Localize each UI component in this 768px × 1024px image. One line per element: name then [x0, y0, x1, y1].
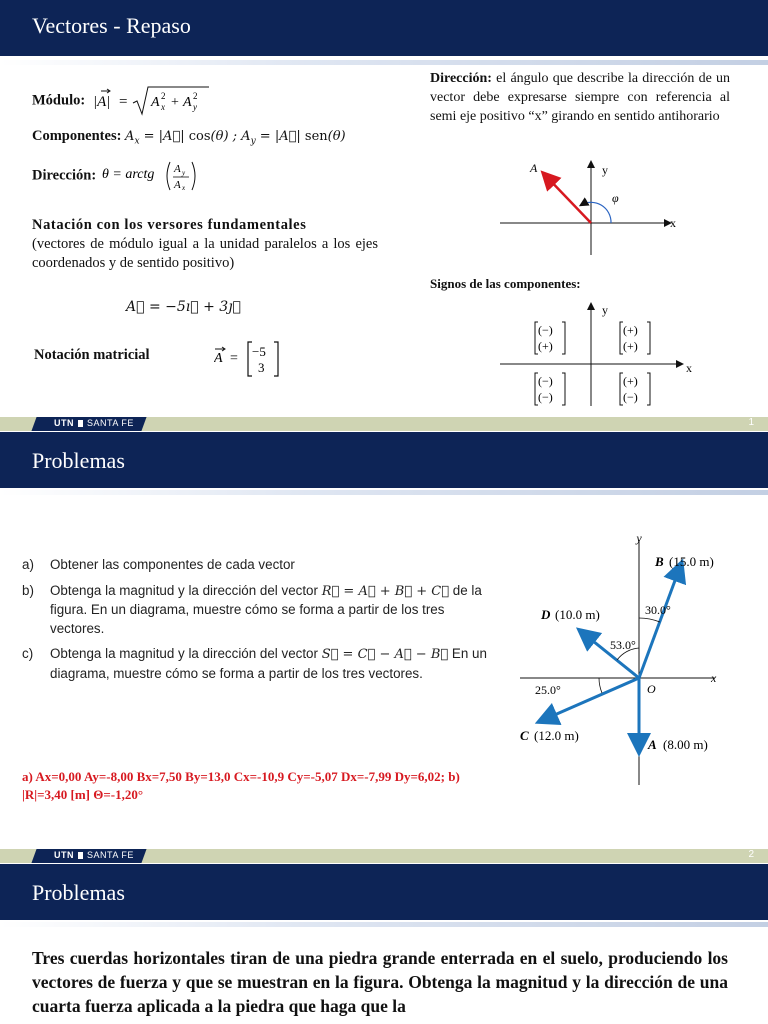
page-number: 2 [748, 849, 754, 860]
matrix-bottom: 3 [258, 360, 265, 375]
problem-label: b) [22, 582, 34, 598]
quadrant-3-signs [535, 373, 565, 405]
slide-vectores-repaso [0, 0, 768, 432]
footer-logo: UTN SANTA FE [54, 850, 134, 860]
direccion-formula [32, 158, 210, 194]
svg-text:(−): (−) [538, 374, 553, 388]
direccion-heading: Dirección: [430, 71, 492, 86]
slide-header [0, 0, 768, 56]
origin-label: O [647, 682, 656, 696]
svg-text:A: A [150, 95, 160, 110]
svg-text:+: + [170, 95, 179, 110]
vector-c-magnitude: (12.0 m) [534, 728, 579, 743]
svg-text:=: = [230, 351, 238, 366]
header-rule [0, 922, 768, 927]
x-axis-label: x [670, 216, 676, 230]
svg-text:(−): (−) [623, 390, 638, 404]
modulo-equation [91, 84, 211, 118]
problem-text: Obtenga la magnitud y la dirección del vector [50, 582, 318, 598]
vector-d-label: D [541, 607, 551, 622]
problem-text-cont: En un diagrama, muestre cómo se forma a partir de los tres vectores. [50, 646, 487, 681]
direccion-label: Dirección: [32, 167, 97, 184]
vector-a-magnitude: (8.00 m) [663, 737, 708, 752]
vector-a-label: A [648, 737, 657, 752]
phi-label: φ [612, 191, 619, 205]
vectors-figure [515, 530, 765, 790]
footer-logo: UTN SANTA FE [54, 418, 134, 428]
svg-text:y: y [192, 102, 197, 112]
x-axis-label: x [686, 361, 692, 375]
slide-footer [0, 417, 768, 431]
problem-text: Obtener las componentes de cada vector [50, 557, 295, 572]
natacion-description: (vectores de módulo igual a la unidad paralelos a los ejes coordenados y de sentido positivo) [32, 236, 378, 271]
vector-b-label: B [655, 554, 664, 569]
svg-text:(−): (−) [538, 390, 553, 404]
vector-d-magnitude: (10.0 m) [555, 607, 600, 622]
quadrant-1-signs [620, 322, 650, 354]
problem-item-a [22, 556, 488, 575]
svg-text:A: A [182, 95, 192, 110]
svg-text:A: A [214, 351, 223, 366]
y-axis-label: y [636, 531, 642, 545]
direccion-equation [100, 158, 210, 194]
problem-text-cont: de la figura. En un diagrama, muestre cómo se forma a partir de los tres vectores. [50, 582, 482, 636]
svg-text:x: x [181, 184, 185, 192]
slide-title: Problemas [32, 880, 125, 905]
signos-heading: Signos de las componentes: [430, 276, 581, 291]
quadrant-4-signs [620, 373, 650, 405]
slide-title: Problemas [32, 448, 125, 473]
modulo-formula [32, 84, 211, 118]
angle-c-label: 25.0° [535, 683, 561, 697]
notacion-label: Notación matricial [34, 347, 150, 363]
svg-text:y: y [181, 169, 185, 177]
y-axis-label: y [602, 303, 608, 317]
angle-b-label: 30.0° [645, 603, 671, 617]
componentes-formula [32, 127, 346, 152]
problem-item-b [22, 582, 488, 639]
modulo-label: Módulo: [32, 92, 86, 109]
angle-arc-b [639, 618, 660, 622]
slide-header [0, 864, 768, 920]
vector-a-label: A [530, 161, 538, 175]
svg-text:θ = arctg: θ = arctg [101, 167, 155, 182]
slide-footer [0, 849, 768, 863]
svg-text:(−): (−) [538, 323, 553, 337]
y-axis-label: y [602, 163, 608, 177]
natacion-title: Natación con los versores fundamentales [32, 217, 307, 233]
problem-item-c [22, 645, 488, 683]
signs-diagram [490, 298, 710, 408]
page-number: 1 [748, 417, 754, 428]
vector-r-equation: R⃗ = A⃗ + B⃗ + C⃗ [321, 583, 450, 599]
matrix-top: −5 [252, 344, 266, 359]
answer-text: a) Ax=0,00 Ay=-8,00 Bx=7,50 By=13,0 Cx=-10,9 Cy=-5,07 Dx=-7,99 Dy=6,02; b) |R|=3,40 [m] Θ=-1,20° [22, 769, 460, 802]
x-axis-label: x [711, 671, 717, 685]
quadrant-2-signs [535, 322, 565, 354]
svg-text:(+): (+) [623, 374, 638, 388]
svg-text:2: 2 [160, 91, 166, 101]
slide-header [0, 432, 768, 488]
problem-text: Obtenga la magnitud y la dirección del vector [50, 646, 318, 661]
svg-text:(+): (+) [538, 339, 553, 353]
svg-text:(+): (+) [623, 323, 638, 337]
svg-text:2: 2 [192, 91, 198, 101]
slide-title: Vectores - Repaso [32, 13, 191, 38]
angle-arc [581, 202, 611, 223]
header-rule [0, 60, 768, 65]
svg-text:A: A [173, 163, 181, 175]
svg-text:|A|: |A| [92, 94, 111, 110]
svg-text:x: x [160, 102, 165, 112]
vector-a-arrow [544, 174, 591, 223]
problem-statement: Tres cuerdas horizontales tiran de una piedra grande enterrada en el suelo, produciendo los vectores de fuerza y que se muestran en la figura. Obtenga la magnitud y la dirección de una cuarta fuerza aplicada a la piedra que haga que la [32, 948, 728, 1016]
problem-label: c) [22, 646, 34, 661]
problem-label: a) [22, 557, 34, 572]
vector-b-arrow [639, 567, 680, 678]
vector-s-equation: S⃗ = C⃗ − A⃗ − B⃗ [321, 647, 449, 662]
svg-text:=: = [118, 94, 128, 110]
problem-list [22, 556, 488, 690]
svg-text:(+): (+) [623, 339, 638, 353]
angle-arc-c [599, 678, 602, 693]
svg-text:A: A [173, 179, 181, 191]
componentes-label: Componentes: [32, 128, 122, 144]
direction-diagram [490, 150, 710, 260]
header-rule [0, 490, 768, 495]
angle-d-label: 53.0° [610, 638, 636, 652]
componentes-equation: $A_x$ = |A⃗| cos(θ) ; $A_y$ = |A⃗| sen(θ) [125, 129, 346, 147]
vector-c-label: C [520, 728, 529, 743]
matrix-notation [214, 338, 294, 380]
direccion-explanation [430, 69, 730, 126]
direccion-text: el ángulo que describe la dirección de un vector debe expresarse siempre con referencia al semi eje positivo “x” girando en sentido antihorario [430, 71, 730, 124]
unit-vector-expression: A⃗ = −5ı⃗ + 3ȷ⃗ [126, 299, 241, 315]
vector-b-magnitude: (15.0 m) [669, 554, 714, 569]
